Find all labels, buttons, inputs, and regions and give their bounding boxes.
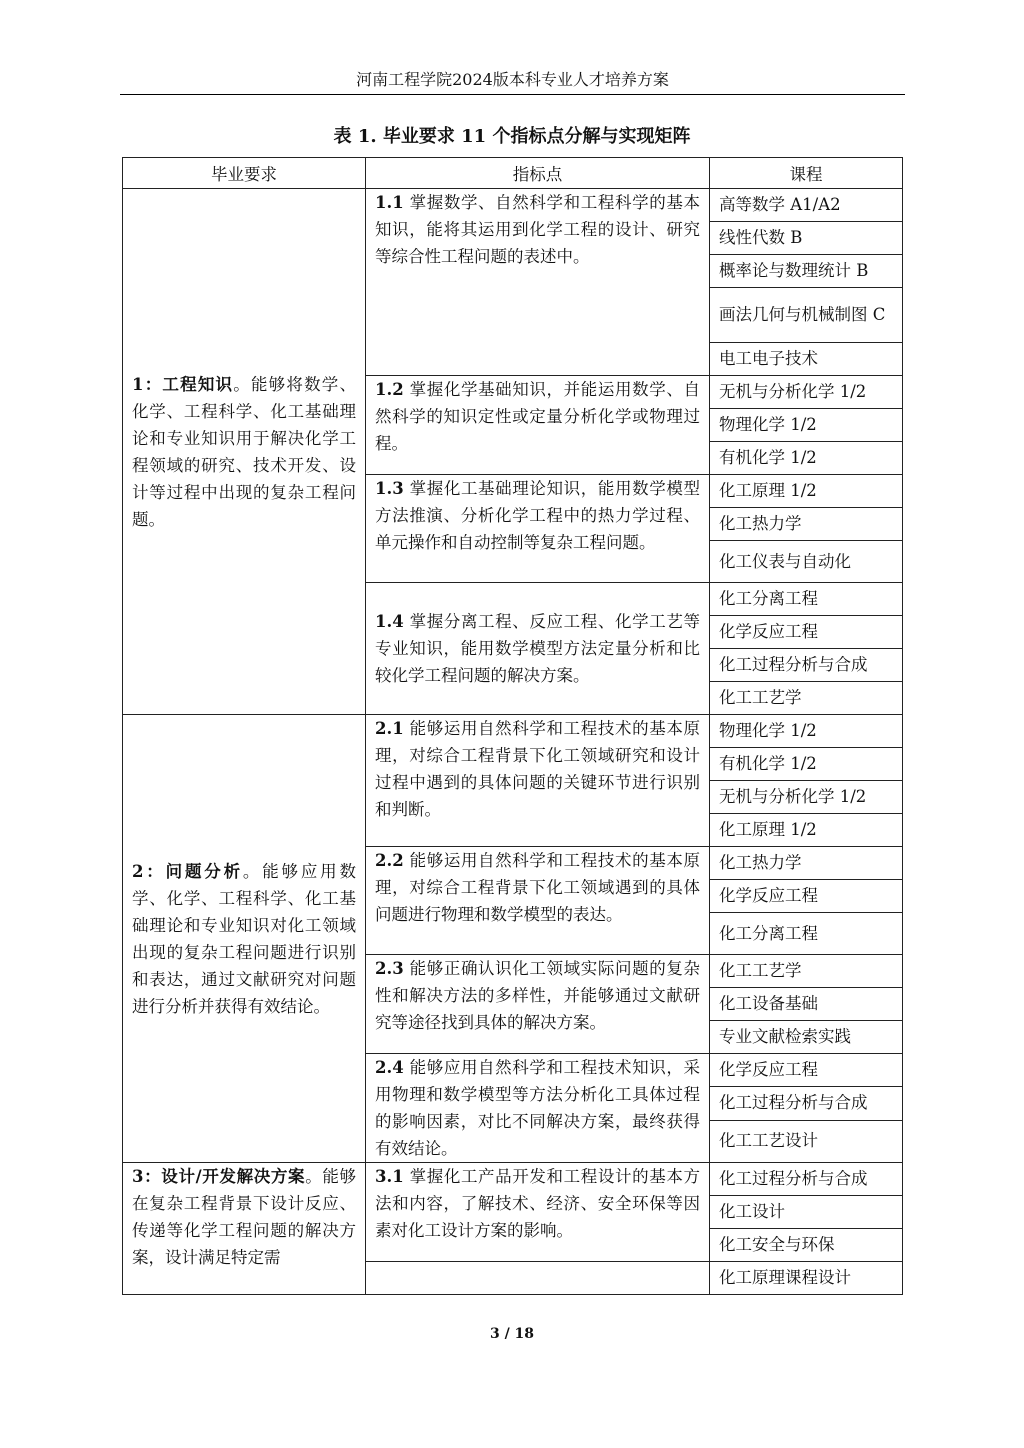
requirement-text: 。能够应用数学、化学、工程科学、化工基础理论和专业知识对化工领域出现的复杂工程问题进行识别和表达，通过文献研究对问题进行分析并获得有效结论。 bbox=[132, 861, 357, 1016]
requirements-matrix-table bbox=[122, 157, 903, 1295]
empty-indicator-cell bbox=[366, 1262, 710, 1295]
course-cell: 化工过程分析与合成 bbox=[710, 1087, 903, 1120]
course-cell: 化工仪表与自动化 bbox=[710, 541, 903, 583]
course-cell: 化工过程分析与合成 bbox=[710, 1163, 903, 1196]
indicator-1-4-cell bbox=[366, 583, 710, 715]
column-header-requirement: 毕业要求 bbox=[123, 158, 366, 189]
course-cell: 线性代数 B bbox=[710, 222, 903, 255]
course-cell: 化工安全与环保 bbox=[710, 1229, 903, 1262]
indicator-number: 1.4 bbox=[375, 612, 404, 631]
course-cell: 物理化学 1/2 bbox=[710, 409, 903, 442]
course-cell: 无机与分析化学 1/2 bbox=[710, 781, 903, 814]
requirement-number: 3：设计/开发解决方案 bbox=[132, 1167, 306, 1186]
indicator-2-3-cell bbox=[366, 955, 710, 1054]
table-header-row bbox=[123, 158, 903, 189]
course-cell: 无机与分析化学 1/2 bbox=[710, 376, 903, 409]
requirement-text: 。能够将数学、化学、工程科学、化工基础理论和专业知识用于解决化学工程领域的研究、技术开发、设计等过程中出现的复杂工程问题。 bbox=[132, 374, 357, 529]
course-cell: 物理化学 1/2 bbox=[710, 715, 903, 748]
course-cell: 专业文献检索实践 bbox=[710, 1021, 903, 1054]
course-cell: 化工工艺设计 bbox=[710, 1120, 903, 1162]
course-cell: 化工分离工程 bbox=[710, 913, 903, 955]
course-cell: 高等数学 A1/A2 bbox=[710, 189, 903, 222]
requirement-number: 1：工程知识 bbox=[132, 374, 234, 394]
indicator-2-2-cell bbox=[366, 847, 710, 955]
course-cell: 概率论与数理统计 B bbox=[710, 255, 903, 288]
course-cell: 化工原理课程设计 bbox=[710, 1262, 903, 1295]
requirement-1-cell bbox=[123, 189, 366, 715]
indicator-number: 1.3 bbox=[375, 479, 404, 498]
course-cell: 化工工艺学 bbox=[710, 955, 903, 988]
indicator-3-1-cell bbox=[366, 1163, 710, 1262]
indicator-1-3-cell bbox=[366, 475, 710, 583]
course-cell: 化工设备基础 bbox=[710, 988, 903, 1021]
course-cell: 化工设计 bbox=[710, 1196, 903, 1229]
page-number: 3 / 18 bbox=[489, 1326, 535, 1342]
column-header-course: 课程 bbox=[710, 158, 903, 189]
indicator-number: 3.1 bbox=[375, 1167, 404, 1186]
course-cell: 化工过程分析与合成 bbox=[710, 649, 903, 682]
column-header-indicator: 指标点 bbox=[366, 158, 710, 189]
indicator-text: 掌握数学、自然科学和工程科学的基本知识，能将其运用到化学工程的设计、研究等综合性工程问题的表述中。 bbox=[375, 193, 700, 266]
course-cell: 有机化学 1/2 bbox=[710, 442, 903, 475]
requirement-number: 2：问题分析 bbox=[132, 861, 243, 881]
indicator-2-1-cell bbox=[366, 715, 710, 847]
indicator-text: 能够运用自然科学和工程技术的基本原理，对综合工程背景下化工领域研究和设计过程中遇到的具体问题的关键环节进行识别和判断。 bbox=[375, 719, 700, 819]
indicator-number: 2.2 bbox=[375, 851, 404, 870]
course-cell: 化工工艺学 bbox=[710, 682, 903, 715]
course-cell: 有机化学 1/2 bbox=[710, 748, 903, 781]
table-caption: 表 1. 毕业要求 11 个指标点分解与实现矩阵 bbox=[333, 126, 691, 147]
indicator-text: 掌握化学基础知识，并能运用数学、自然科学的知识定性或定量分析化学或物理过程。 bbox=[375, 380, 700, 453]
course-cell: 画法几何与机械制图 C bbox=[710, 288, 903, 343]
indicator-number: 2.3 bbox=[375, 959, 404, 978]
document-header: 河南工程学院2024版本科专业人才培养方案 bbox=[120, 66, 905, 95]
indicator-1-1-cell bbox=[366, 189, 710, 376]
indicator-1-2-cell bbox=[366, 376, 710, 475]
requirement-text: 。能够在复杂工程背景下设计反应、传递等化学工程问题的解决方案，设计满足特定需 bbox=[132, 1167, 356, 1267]
requirement-3-cell bbox=[123, 1163, 366, 1295]
requirement-2-cell bbox=[123, 715, 366, 1163]
indicator-text: 能够正确认识化工领域实际问题的复杂性和解决方法的多样性，并能够通过文献研究等途径找到具体的解决方案。 bbox=[375, 959, 700, 1032]
course-cell: 化工原理 1/2 bbox=[710, 475, 903, 508]
course-cell: 化工原理 1/2 bbox=[710, 814, 903, 847]
indicator-2-4-cell bbox=[366, 1054, 710, 1163]
indicator-text: 掌握化工基础理论知识，能用数学模型方法推演、分析化学工程中的热力学过程、单元操作和自动控制等复杂工程问题。 bbox=[375, 479, 700, 552]
course-cell: 化工分离工程 bbox=[710, 583, 903, 616]
indicator-text: 掌握分离工程、反应工程、化学工艺等专业知识，能用数学模型方法定量分析和比较化学工程问题的解决方案。 bbox=[375, 612, 700, 685]
course-cell: 化学反应工程 bbox=[710, 616, 903, 649]
course-cell: 化工热力学 bbox=[710, 508, 903, 541]
course-cell: 电工电子技术 bbox=[710, 343, 903, 376]
indicator-number: 1.1 bbox=[375, 193, 404, 212]
indicator-number: 2.1 bbox=[375, 719, 404, 738]
indicator-text: 掌握化工产品开发和工程设计的基本方法和内容，了解技术、经济、安全环保等因素对化工设计方案的影响。 bbox=[375, 1167, 700, 1240]
course-cell: 化工热力学 bbox=[710, 847, 903, 880]
course-cell: 化学反应工程 bbox=[710, 880, 903, 913]
indicator-text: 能够运用自然科学和工程技术的基本原理，对综合工程背景下化工领域遇到的具体问题进行物理和数学模型的表达。 bbox=[375, 851, 700, 924]
indicator-number: 1.2 bbox=[375, 380, 404, 399]
indicator-text: 能够应用自然科学和工程技术知识，采用物理和数学模型等方法分析化工具体过程的影响因素，对比不同解决方案，最终获得有效结论。 bbox=[375, 1058, 700, 1158]
indicator-number: 2.4 bbox=[375, 1058, 404, 1077]
course-cell: 化学反应工程 bbox=[710, 1054, 903, 1087]
